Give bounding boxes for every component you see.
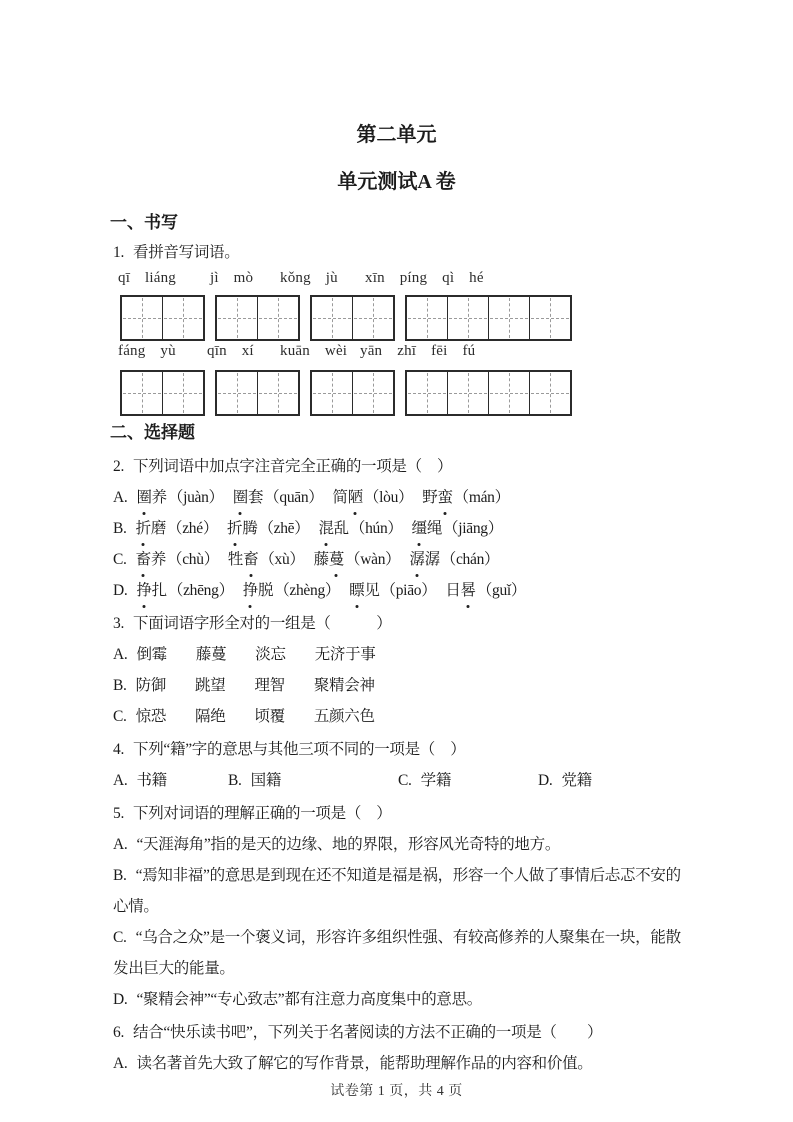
pinyin-annotation: （chù）	[167, 551, 219, 568]
writing-grid-cell	[122, 372, 163, 414]
dotted-char: 畜	[243, 544, 258, 575]
dotted-char: 蛮	[437, 482, 452, 513]
char: 磨	[150, 520, 167, 537]
pinyin-row-2	[113, 341, 683, 365]
writing-grid-cell	[489, 372, 530, 414]
word-with-pinyin	[349, 582, 436, 599]
pinyin-annotation: （zhèng）	[274, 582, 341, 599]
dotted-char: 折	[136, 513, 151, 544]
answer-option-row	[113, 701, 683, 732]
dotted-char: 折	[227, 513, 242, 544]
char: 绳	[426, 520, 443, 537]
answer-option-row	[113, 984, 683, 1015]
option-letter: C.	[113, 929, 127, 946]
question-number: 2.	[113, 458, 125, 475]
option-text: “焉知非福”的意思是到现在还不知道是福是祸，形容一个人做了事情后忐忑不安的心情。	[113, 867, 681, 915]
pinyin-annotation: （hún）	[349, 520, 403, 537]
writing-grid-cell	[258, 297, 298, 339]
option-letter: A.	[113, 489, 128, 506]
char: 藤	[313, 551, 329, 568]
question-6	[113, 1017, 683, 1048]
writing-grid-cell	[407, 297, 448, 339]
option-word: 顷覆	[254, 708, 285, 725]
pinyin-annotation: （xù）	[259, 551, 305, 568]
answer-option-row	[113, 575, 683, 606]
option-letter: B.	[113, 677, 127, 694]
option-text: “乌合之众”是一个褒义词，形容许多组织性强、有较高修养的人聚集在一块，能散发出巨大的能量。	[113, 929, 681, 977]
writing-grid-row-2	[113, 370, 683, 416]
unit-title: 第二单元	[356, 124, 437, 146]
pinyin-annotation: （juàn）	[167, 489, 224, 506]
writing-grid-cell	[163, 372, 203, 414]
word-with-pinyin	[136, 551, 219, 568]
char: 养	[151, 489, 167, 506]
paper-body	[0, 211, 793, 1079]
question-text: 下列“籍”字的意思与其他三项不同的一项是（ ）	[133, 741, 466, 758]
word-with-pinyin	[333, 489, 414, 506]
option-text: 党籍	[561, 772, 592, 789]
option-letter: D.	[113, 991, 128, 1008]
word-with-pinyin	[422, 489, 510, 506]
question-6-options	[113, 1048, 683, 1079]
pinyin-annotation: （wàn）	[345, 551, 401, 568]
option-word: 聚精会神	[313, 677, 375, 694]
answer-option-row	[113, 922, 683, 984]
question-5	[113, 798, 683, 829]
option-letter: A.	[113, 1055, 128, 1072]
pinyin-annotation: （piāo）	[380, 582, 437, 599]
answer-option	[398, 765, 451, 796]
char: 牲	[227, 551, 244, 568]
dotted-char: 晷	[461, 575, 476, 606]
word-with-pinyin	[412, 520, 503, 537]
answer-option-row	[113, 670, 683, 701]
paper-title: 单元测试A 卷	[337, 171, 456, 193]
word-with-pinyin	[409, 551, 499, 568]
pinyin-annotation: （lòu）	[363, 489, 414, 506]
char: 乱	[333, 520, 349, 537]
option-letter: B.	[113, 867, 127, 884]
question-2-options	[113, 482, 683, 606]
question-text: 下列对词语的理解正确的一项是（ ）	[133, 805, 392, 822]
char: 日	[445, 582, 461, 599]
option-word: 防御	[135, 677, 167, 694]
pinyin-annotation: （zhēng）	[167, 582, 234, 599]
writing-grid-group	[310, 295, 395, 341]
option-letter: B.	[113, 520, 127, 537]
answer-option-row	[113, 1048, 683, 1079]
answer-option	[538, 765, 592, 796]
option-word: 跳望	[195, 677, 226, 694]
option-text: 书籍	[136, 772, 167, 789]
option-letter: C.	[113, 708, 127, 725]
pinyin-label: yān zhī fēi fú	[360, 343, 476, 359]
writing-grid-cell	[530, 372, 570, 414]
writing-grid-row-1	[113, 295, 683, 341]
pinyin-label: xīn píng qì hé	[365, 270, 484, 286]
answer-option-row	[113, 639, 683, 670]
pinyin-label: kuān wèi	[280, 343, 348, 359]
word-with-pinyin	[243, 582, 340, 599]
option-letter: A.	[113, 836, 128, 853]
pinyin-annotation: （chán）	[440, 551, 500, 568]
answer-option	[228, 765, 281, 796]
pinyin-label: kǒng jù	[280, 270, 338, 286]
question-text: 看拼音写词语。	[133, 244, 240, 261]
char: 扎	[151, 582, 167, 599]
writing-grid-group	[215, 370, 300, 416]
option-letter: B.	[228, 772, 242, 789]
option-text: “天涯海角”指的是天的边缘、地的界限，形容风光奇特的地方。	[136, 836, 561, 853]
writing-grid-cell	[312, 372, 353, 414]
pinyin-annotation: （quān）	[264, 489, 324, 506]
writing-grid-cell	[217, 372, 258, 414]
pinyin-annotation: （zhē）	[258, 520, 310, 537]
option-word: 惊恐	[135, 708, 167, 725]
option-word: 藤蔓	[195, 646, 227, 663]
option-word: 淡忘	[255, 646, 286, 663]
option-text: “聚精会神”“专心致志”都有注意力高度集中的意思。	[136, 991, 482, 1008]
pinyin-label: qī liáng	[118, 270, 177, 286]
dotted-char: 陋	[348, 482, 363, 513]
word-with-pinyin	[228, 551, 305, 568]
writing-grid-cell	[312, 297, 353, 339]
dotted-char: 蔓	[329, 544, 344, 575]
writing-grid-cell	[122, 297, 163, 339]
question-number: 5.	[113, 805, 125, 822]
word-with-pinyin	[136, 582, 233, 599]
page-footer: 试卷第 1 页，共 4 页	[330, 1084, 463, 1099]
word-with-pinyin	[227, 520, 309, 537]
question-3-options	[113, 639, 683, 732]
writing-grid-cell	[407, 372, 448, 414]
char: 潺	[424, 551, 440, 568]
question-number: 1.	[113, 244, 125, 261]
pinyin-annotation: （jiāng）	[443, 520, 503, 537]
dotted-char: 瞟	[349, 575, 364, 606]
answer-option-row	[113, 829, 683, 860]
word-with-pinyin	[445, 582, 526, 599]
char: 野	[422, 489, 438, 506]
writing-grid-group	[215, 295, 300, 341]
char: 见	[364, 582, 380, 599]
option-word: 五颜六色	[313, 708, 375, 725]
dotted-char: 圈	[136, 482, 151, 513]
dotted-char: 混	[318, 513, 333, 544]
char: 简	[332, 489, 348, 506]
char: 脱	[258, 582, 274, 599]
option-text: 学籍	[420, 772, 452, 789]
word-with-pinyin	[314, 551, 401, 568]
question-number: 4.	[113, 741, 125, 758]
writing-grid-group	[120, 295, 205, 341]
answer-option-row	[113, 513, 683, 544]
section-heading-choice: 二、选择题	[110, 423, 195, 442]
writing-grid-cell	[448, 297, 489, 339]
word-with-pinyin	[136, 520, 218, 537]
question-text: 结合“快乐读书吧”，下列关于名著阅读的方法不正确的一项是（ ）	[133, 1024, 603, 1041]
option-letter: D.	[538, 772, 553, 789]
option-letter: C.	[398, 772, 412, 789]
question-text: 下面词语字形全对的一组是（ ）	[133, 615, 392, 632]
option-word: 理智	[254, 677, 285, 694]
option-letter: D.	[113, 582, 128, 599]
question-3	[113, 608, 683, 639]
char: 腾	[242, 520, 258, 537]
question-number: 6.	[113, 1024, 125, 1041]
question-5-options	[113, 829, 683, 1015]
dotted-char: 圈	[233, 482, 248, 513]
pinyin-label: jì mò	[210, 270, 254, 286]
char: 套	[247, 489, 264, 506]
dotted-char: 挣	[243, 575, 258, 606]
question-4-options	[113, 765, 683, 796]
writing-grid-cell	[353, 297, 393, 339]
word-with-pinyin	[233, 489, 324, 506]
writing-grid-cell	[448, 372, 489, 414]
answer-option-row	[113, 544, 683, 575]
option-letter: A.	[113, 772, 128, 789]
writing-grid-cell	[217, 297, 258, 339]
pinyin-label: qīn xí	[207, 343, 254, 359]
question-4	[113, 734, 683, 765]
dotted-char: 潺	[409, 544, 424, 575]
writing-grid-group	[120, 370, 205, 416]
pinyin-annotation: （guǐ）	[476, 582, 527, 599]
pinyin-label: fáng yù	[118, 343, 176, 359]
option-word: 隔绝	[195, 708, 226, 725]
pinyin-annotation: （zhé）	[167, 520, 219, 537]
pinyin-annotation: （mán）	[453, 489, 510, 506]
option-word: 无济于事	[314, 646, 376, 663]
option-text: 读名著首先大致了解它的写作背景，能帮助理解作品的内容和价值。	[136, 1055, 593, 1072]
answer-option-row	[113, 482, 683, 513]
question-text: 下列词语中加点字注音完全正确的一项是（ ）	[133, 458, 453, 475]
dotted-char: 缰	[412, 513, 427, 544]
option-word: 倒霉	[136, 646, 167, 663]
writing-grid-group	[310, 370, 395, 416]
writing-grid-cell	[530, 297, 570, 339]
writing-grid-cell	[353, 372, 393, 414]
dotted-char: 挣	[136, 575, 151, 606]
pinyin-row-1	[113, 268, 683, 292]
dotted-char: 畜	[136, 544, 151, 575]
word-with-pinyin	[318, 520, 402, 537]
writing-grid-group	[405, 295, 572, 341]
question-number: 3.	[113, 615, 125, 632]
answer-option	[113, 765, 167, 796]
word-with-pinyin	[136, 489, 223, 506]
answer-option-row	[113, 860, 683, 922]
writing-grid-cell	[163, 297, 203, 339]
writing-grid-group	[405, 370, 572, 416]
writing-grid-cell	[489, 297, 530, 339]
question-2	[113, 451, 683, 482]
writing-grid-cell	[258, 372, 298, 414]
question-1	[113, 237, 683, 268]
char: 养	[150, 551, 167, 568]
option-text: 国籍	[250, 772, 282, 789]
option-letter: C.	[113, 551, 127, 568]
section-heading-writing: 一、书写	[110, 213, 178, 232]
option-letter: A.	[113, 646, 128, 663]
